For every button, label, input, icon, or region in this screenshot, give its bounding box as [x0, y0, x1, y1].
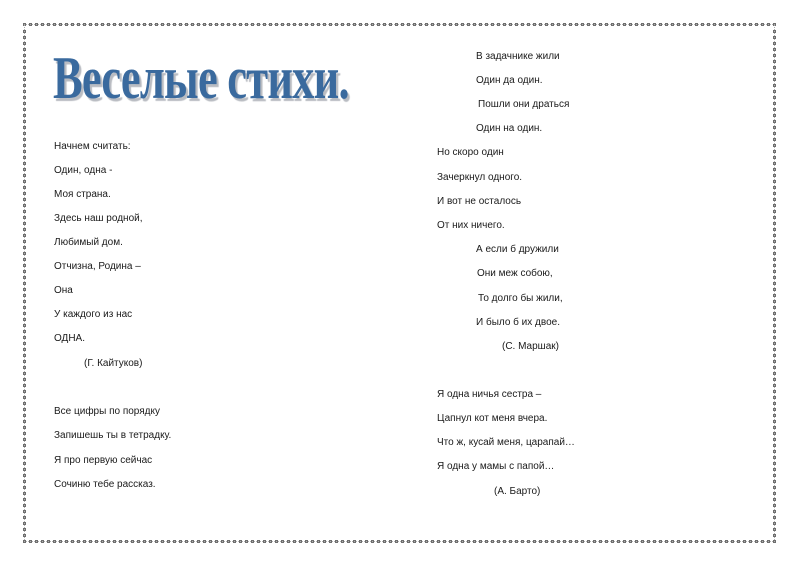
- poem-line: В задачнике жили: [476, 51, 560, 62]
- poem-line: И вот не осталось: [437, 196, 522, 207]
- poem-line: Моя страна.: [54, 189, 111, 200]
- poem-line: Я про первую сейчас: [54, 455, 153, 466]
- poem-line: У каждого из нас: [54, 309, 133, 320]
- poem-line: Один да один.: [476, 75, 543, 86]
- poem-line: Сочиню тебе рассказ.: [54, 479, 156, 490]
- poem-line: Начнем считать:: [54, 141, 131, 152]
- poem-line: Пошли они драться: [478, 99, 570, 110]
- poem-line: То долго бы жили,: [478, 293, 563, 304]
- poem-line: Она: [54, 285, 73, 296]
- poem-line: От них ничего.: [437, 220, 505, 231]
- poem-line: Здесь наш родной,: [54, 213, 143, 224]
- poem-line: Но скоро один: [437, 147, 504, 158]
- poem-line: Любимый дом.: [54, 237, 123, 248]
- poem-line: Цапнул кот меня вчера.: [437, 413, 548, 424]
- poem-line: Я одна у мамы с папой…: [437, 461, 555, 472]
- poem-line: Отчизна, Родина –: [54, 261, 141, 272]
- poem-author: (С. Маршак): [502, 341, 559, 352]
- poem-line: Один, одна -: [54, 165, 113, 176]
- poem-line: И было б их двое.: [476, 317, 560, 328]
- poem-line: Что ж, кусай меня, царапай…: [437, 437, 575, 448]
- document-title: Веселые стихи.: [53, 45, 349, 111]
- poem-line: ОДНА.: [54, 333, 86, 344]
- poem-line: Я одна ничья сестра –: [437, 389, 542, 400]
- poem-line: Они меж собою,: [477, 268, 553, 279]
- poem-author: (Г. Кайтуков): [84, 358, 143, 369]
- poem-line: А если б дружили: [476, 244, 559, 255]
- poem-author: (А. Барто): [494, 486, 541, 497]
- poem-line: Запишешь ты в тетрадку.: [54, 430, 172, 441]
- poem-line: Один на один.: [476, 123, 543, 134]
- poem-line: Все цифры по порядку: [54, 406, 160, 417]
- poem-line: Зачеркнул одного.: [437, 172, 523, 183]
